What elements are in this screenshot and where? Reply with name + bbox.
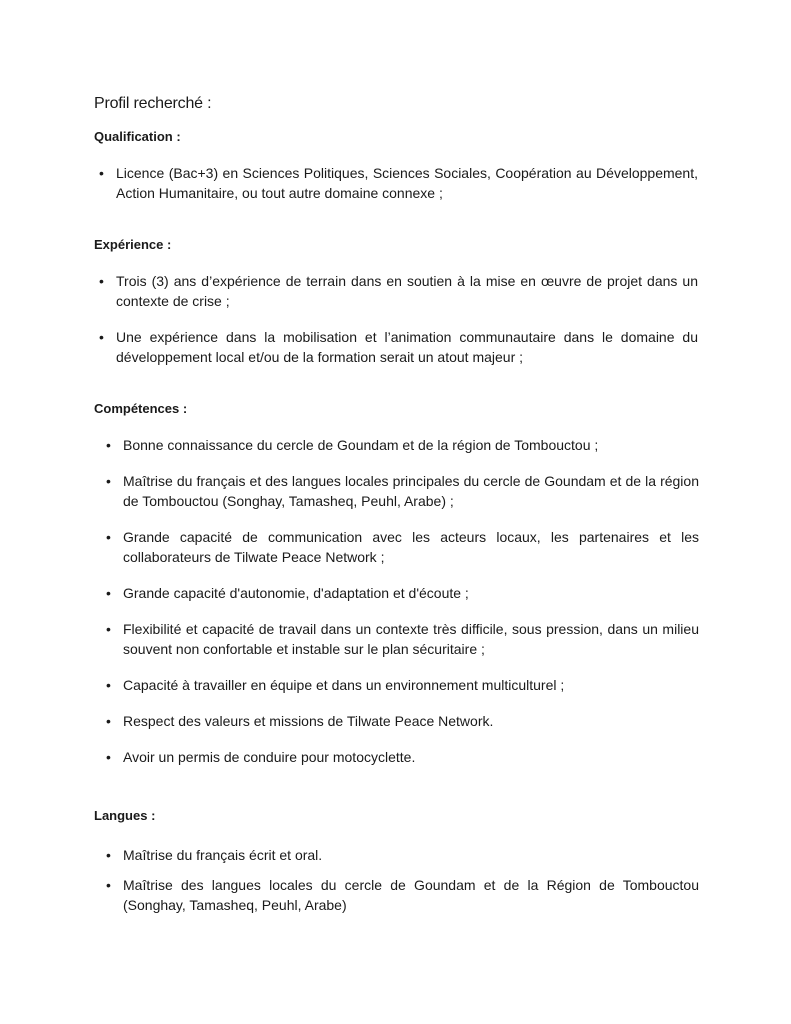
list-item-text: Capacité à travailler en équipe et dans un environnement multiculturel ; [123, 677, 565, 693]
competences-heading: Compétences : [94, 401, 188, 416]
list-item [106, 747, 699, 767]
list-item-text: Trois (3) ans d’expérience de terrain dans en soutien à la mise en œuvre de projet dans un contexte de crise ; [116, 273, 698, 309]
bullet-icon: • [106, 529, 111, 545]
experience-list [99, 271, 698, 367]
list-item [106, 435, 699, 455]
list-item-text: Avoir un permis de conduire pour motocyclette. [123, 749, 416, 765]
list-item-text: Maîtrise du français et des langues locales principales du cercle de Goundam et de la région de Tombouctou (Songhay, Tamasheq, Peuhl, Arabe) ; [123, 473, 699, 509]
list-item [106, 875, 699, 915]
list-item [106, 527, 699, 567]
bullet-icon: • [106, 847, 111, 863]
list-item [106, 845, 699, 865]
list-item-text: Maîtrise des langues locales du cercle de Goundam et de la Région de Tombouctou (Songhay, Tamasheq, Peuhl, Arabe) [123, 877, 699, 913]
bullet-icon: • [106, 473, 111, 489]
bullet-icon: • [106, 749, 111, 765]
list-item [106, 711, 699, 731]
list-item-text: Grande capacité d'autonomie, d'adaptation et d'écoute ; [123, 585, 469, 601]
list-item [106, 619, 699, 659]
list-item [106, 583, 699, 603]
bullet-icon: • [106, 585, 111, 601]
experience-heading: Expérience : [94, 237, 172, 252]
list-item [99, 327, 698, 367]
bullet-icon: • [106, 677, 111, 693]
list-item-text: Une expérience dans la mobilisation et l’animation communautaire dans le domaine du développement local et/ou de la formation serait un atout majeur ; [116, 329, 698, 365]
bullet-icon: • [99, 273, 104, 289]
list-item [99, 163, 698, 203]
list-item [106, 675, 699, 695]
bullet-icon: • [106, 877, 111, 893]
langues-heading: Langues : [94, 808, 156, 823]
competences-list [106, 435, 699, 767]
qualification-heading: Qualification : [94, 129, 181, 144]
list-item [106, 471, 699, 511]
list-item-text: Bonne connaissance du cercle de Goundam et de la région de Tombouctou ; [123, 437, 599, 453]
bullet-icon: • [106, 621, 111, 637]
bullet-icon: • [99, 329, 104, 345]
qualification-list [99, 163, 698, 203]
page-title: Profil recherché : [94, 95, 212, 112]
list-item-text: Grande capacité de communication avec les acteurs locaux, les partenaires et les collaborateurs de Tilwate Peace Network ; [123, 529, 699, 565]
bullet-icon: • [106, 437, 111, 453]
bullet-icon: • [99, 165, 104, 181]
langues-list [106, 845, 699, 915]
list-item-text: Maîtrise du français écrit et oral. [123, 847, 323, 863]
bullet-icon: • [106, 713, 111, 729]
list-item-text: Flexibilité et capacité de travail dans un contexte très difficile, sous pression, dans un milieu souvent non confortable et instable sur le plan sécuritaire ; [123, 621, 699, 657]
list-item-text: Respect des valeurs et missions de Tilwate Peace Network. [123, 713, 494, 729]
list-item [99, 271, 698, 311]
list-item-text: Licence (Bac+3) en Sciences Politiques, Sciences Sociales, Coopération au Développement, Action Humanitaire, ou tout autre domaine connexe ; [116, 165, 698, 201]
